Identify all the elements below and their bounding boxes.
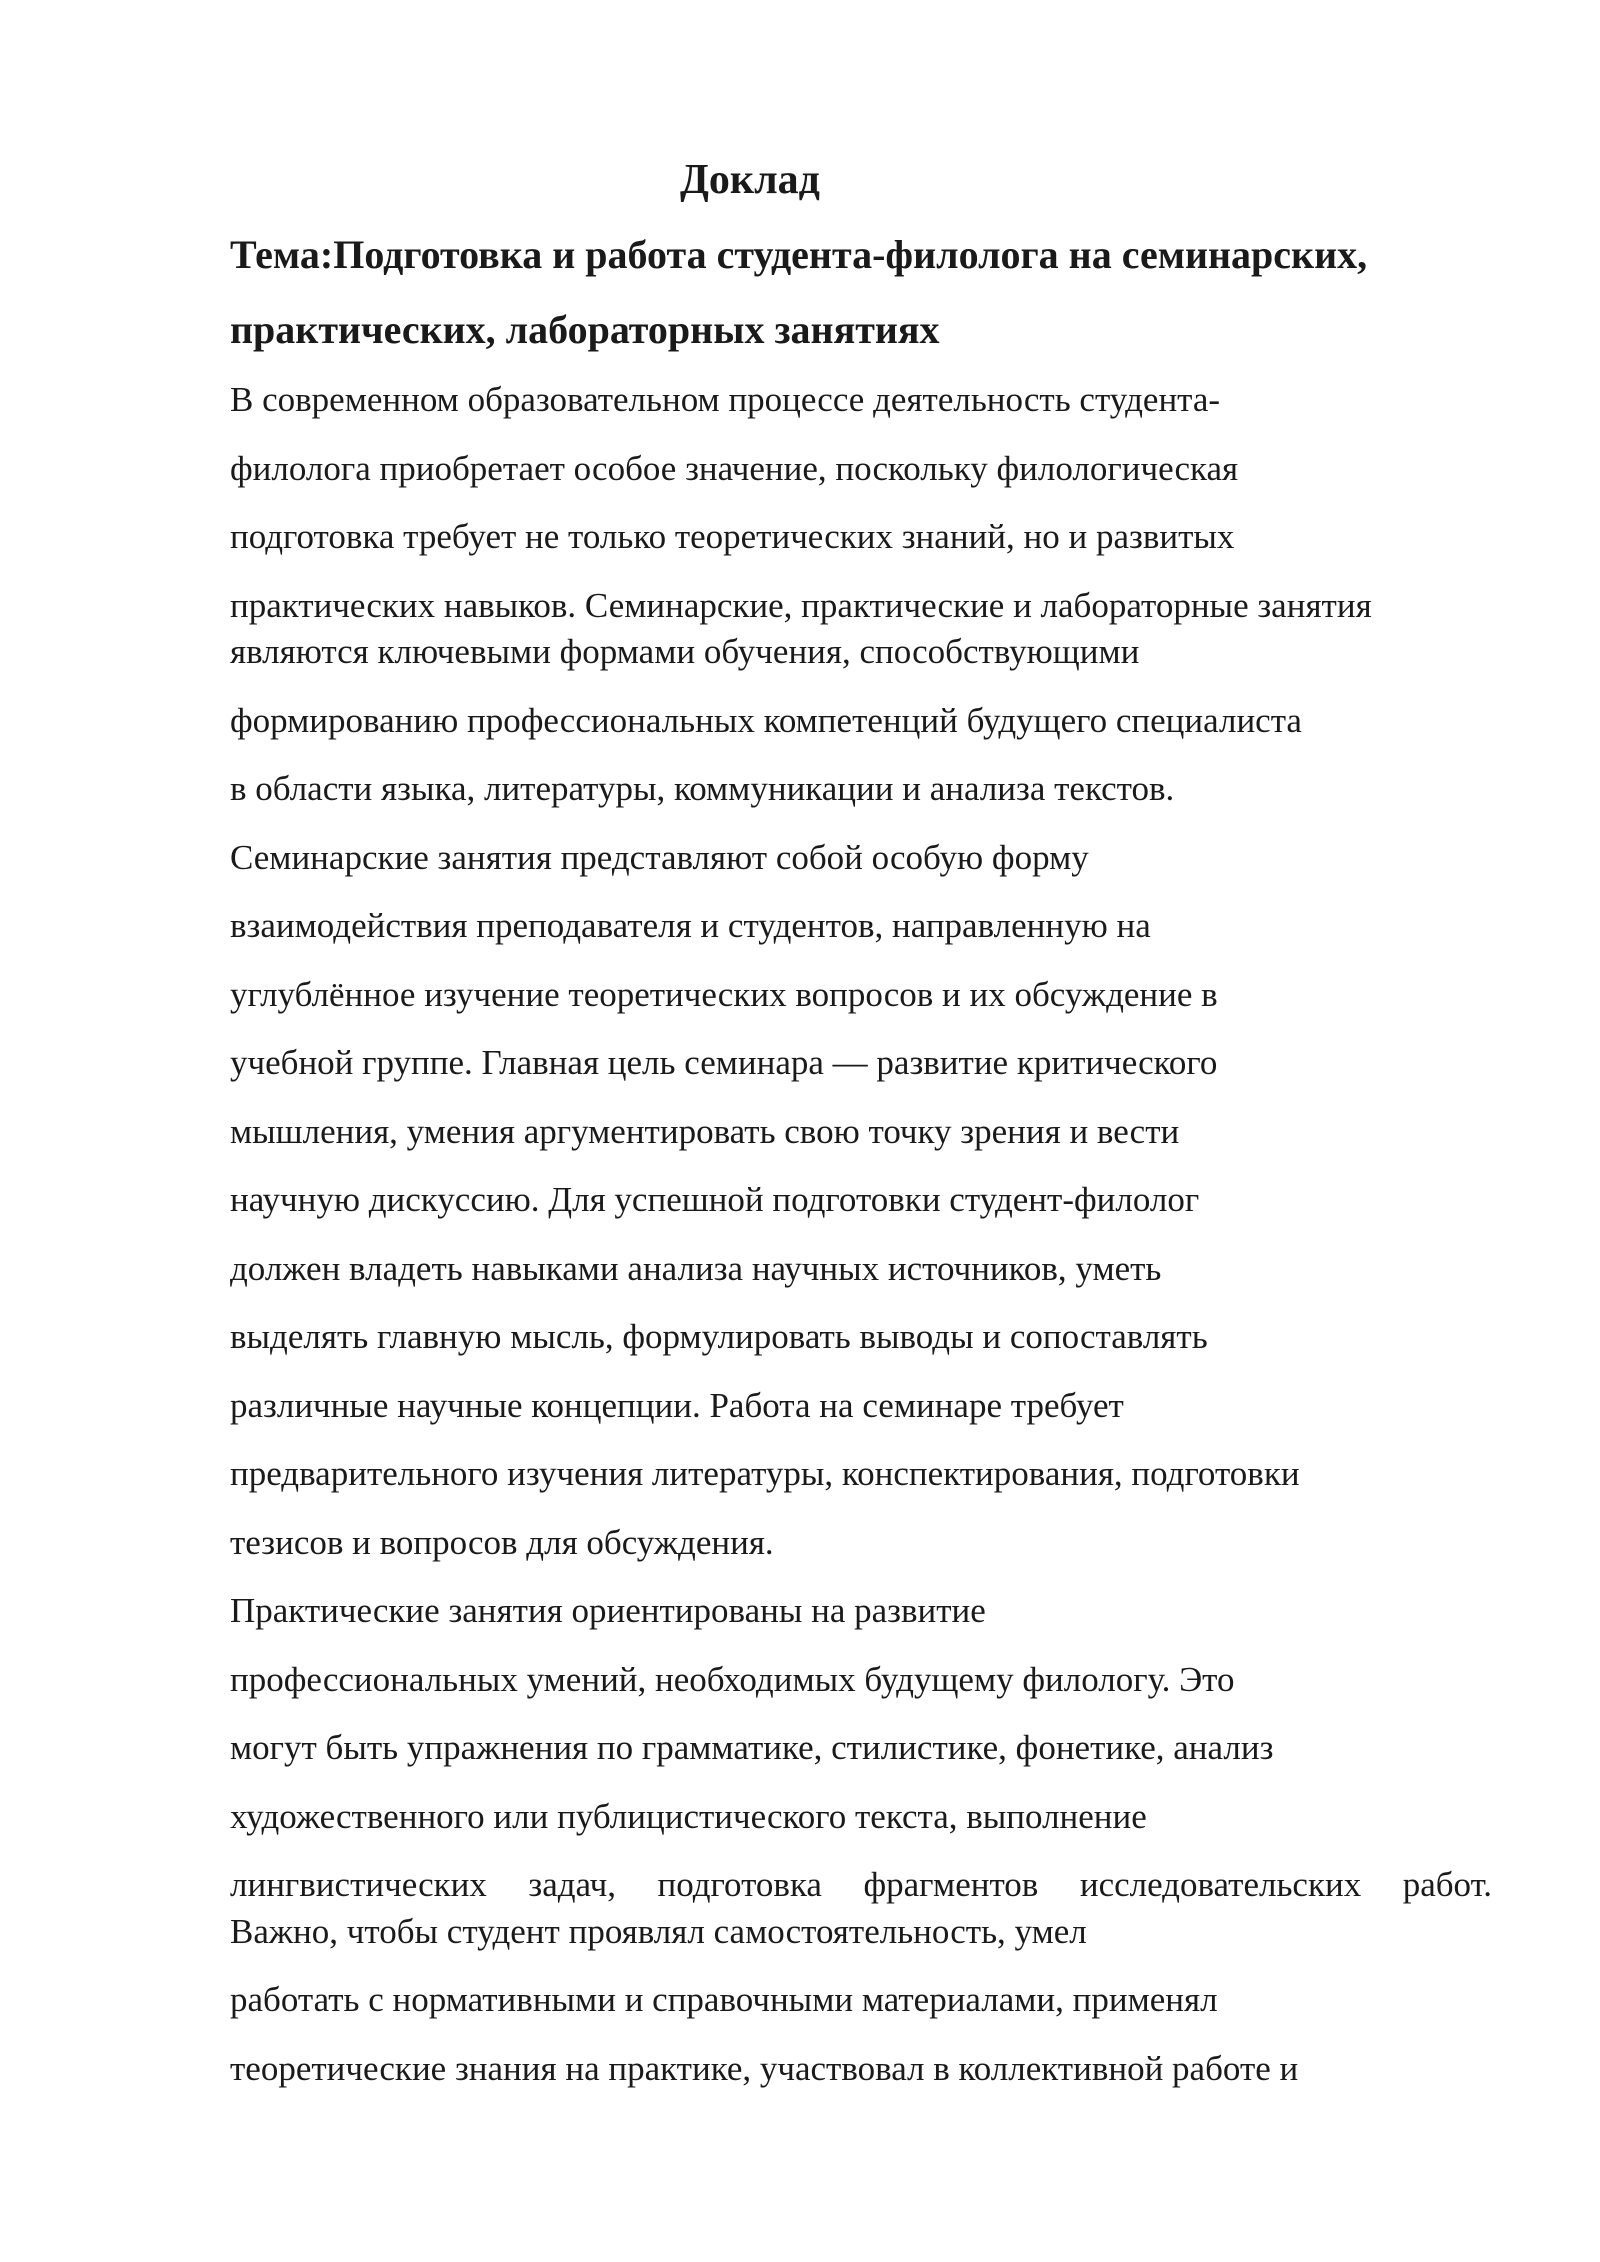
body-line: художественного или публицистического текста, выполнение (230, 1797, 1147, 1836)
body-line: В современном образовательном процессе деятельность студента- (230, 380, 1221, 419)
document-title: Доклад (680, 157, 820, 203)
body-line: Практические занятия ориентированы на развитие (230, 1591, 986, 1630)
body-line: работать с нормативными и справочными материалами, применял (230, 1980, 1218, 2019)
body-line: являются ключевыми формами обучения, способствующими (230, 632, 1140, 671)
body-line: тезисов и вопросов для обсуждения. (230, 1523, 774, 1562)
body-line: взаимодействия преподавателя и студентов, направленную на (230, 906, 1151, 945)
body-line: должен владеть навыками анализа научных источников, уметь (230, 1249, 1162, 1288)
body-line: могут быть упражнения по грамматике, стилистике, фонетике, анализ (230, 1728, 1274, 1767)
body-line: формированию профессиональных компетенций будущего специалиста (230, 701, 1302, 740)
body-line: предварительного изучения литературы, конспектирования, подготовки (230, 1454, 1300, 1493)
body-line: подготовка требует не только теоретических знаний, но и развитых (230, 517, 1235, 556)
body-line: углублённое изучение теоретических вопросов и их обсуждение в (230, 975, 1218, 1014)
body-line: учебной группе. Главная цель семинара — развитие критического (230, 1043, 1218, 1082)
body-line: филолога приобретает особое значение, поскольку филологическая (230, 449, 1239, 488)
body-line: научную дискуссию. Для успешной подготовки студент-филолог (230, 1180, 1200, 1219)
topic-line-1: Тема:Подготовка и работа студента-филолога на семинарских, (230, 232, 1368, 277)
body-line: различные научные концепции. Работа на семинаре требует (230, 1386, 1124, 1425)
body-line: Семинарские занятия представляют собой особую форму (230, 838, 1089, 877)
body-line: в области языка, литературы, коммуникации и анализа текстов. (230, 769, 1175, 808)
body-line: мышления, умения аргументировать свою точку зрения и вести (230, 1112, 1180, 1151)
topic-line-2: практических, лабораторных занятиях (230, 307, 940, 352)
body-line: Важно, чтобы студент проявлял самостоятельность, умел (230, 1912, 1087, 1951)
body-line: выделять главную мысль, формулировать выводы и сопоставлять (230, 1317, 1208, 1356)
body-line: профессиональных умений, необходимых будущему филологу. Это (230, 1660, 1235, 1699)
body-line: лингвистических задач, подготовка фрагментов исследовательских работ. (230, 1865, 1492, 1904)
body-line: теоретические знания на практике, участвовал в коллективной работе и (230, 2049, 1299, 2088)
body-line: практических навыков. Семинарские, практические и лабораторные занятия (230, 586, 1372, 625)
